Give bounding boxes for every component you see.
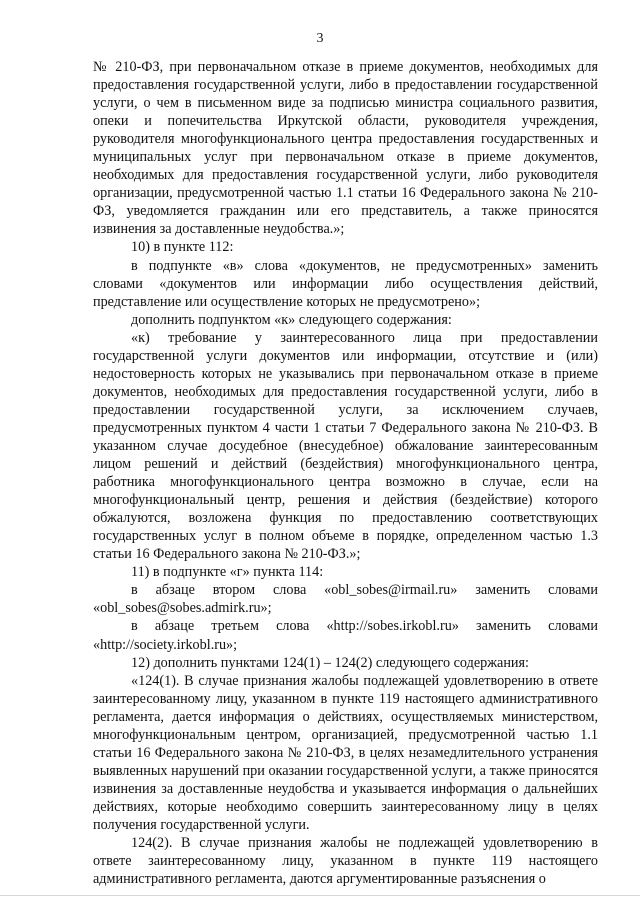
paragraph-item-11: 11) в подпункте «г» пункта 114:	[131, 564, 324, 581]
paragraph-add-subitem-k: дополнить подпунктом «к» следующего содержания:	[131, 311, 452, 328]
document-body	[93, 58, 598, 888]
page-number: 3	[316, 31, 324, 46]
paragraph-url-change: в абзаце третьем слова «http://sobes.irkobl.ru» заменить словами «http://society.irkobl.ru»;	[93, 618, 598, 653]
paragraph-subitem-v: в подпункте «в» слова «документов, не предусмотренных» заменить словами «документов или информации либо осуществления действий, представление или осуществление которых не предусмотрено»;	[93, 257, 598, 310]
paragraph-124-1: «124(1). В случае признания жалобы подлежащей удовлетворению в ответе заинтересованному лицу, указанном в пункте 119 настоящего административного регламента, дается информация о действиях, осуществляемых министерством, многофункциональным центром, организацией, предусмотренной частью 1.1 статьи 16 Федерального закона № 210-ФЗ, в целях незамедлительного устранения выявленных нарушений при оказании государственной услуги, а также приносятся извинения за доставленные неудобства и указывается информация о дальнейших действиях, которые необходимо совершить заинтересованному лицу в целях получения государственной услуги.	[93, 672, 598, 833]
paragraph-124-2: 124(2). В случае признания жалобы не подлежащей удовлетворению в ответе заинтересованному лицу, указанном в пункте 119 настоящего административного регламента, даются аргументированные разъяснения о	[93, 835, 598, 888]
paragraph-subitem-k-text: «к) требование у заинтересованного лица при предоставлении государственной услуги документов или информации, отсутствие и (или) недостоверность которых не указывались при первоначальном отказе в приеме документов, необходимых для предоставления государственной услуги, либо в предоставлении государственной услуги, за исключением случаев, предусмотренных пунктом 4 части 1 статьи 7 Федерального закона № 210-ФЗ. В указанном случае досудебное (внесудебное) обжалование заинтересованным лицом решений и действий (бездействия) многофункционального центра, работника многофункционального центра возможно в случае, если на многофункциональный центр, решения и действия (бездействие) которого обжалуются, возложена функция по предоставлению соответствующих государственных услуг в полном объеме в порядке, определенном частью 1.3 статьи 16 Федерального закона № 210-ФЗ.»;	[93, 329, 598, 563]
paragraph-email-change: в абзаце втором слова «obl_sobes@irmail.ru» заменить словами «obl_sobes@sobes.admirk.ru»;	[93, 582, 598, 617]
paragraph-item-12: 12) дополнить пунктами 124(1) – 124(2) следующего содержания:	[131, 654, 529, 671]
paragraph-continuation: № 210-ФЗ, при первоначальном отказе в приеме документов, необходимых для предоставления государственной услуги, либо в предоставлении государственной услуги, о чем в письменном виде за подписью министра социального развития, опеки и попечительства Иркутской области, руководителя учреждения, руководителя многофункционального центра предоставления государственных и муниципальных услуг при первоначальном отказе в приеме документов, необходимых для предоставления государственной услуги, либо руководителя организации, предусмотренной частью 1.1 статьи 16 Федерального закона № 210-ФЗ, уведомляется гражданин или его представитель, а также приносятся извинения за доставленные неудобства.»;	[93, 59, 598, 238]
paragraph-item-10: 10) в пункте 112:	[131, 239, 234, 256]
page-bottom-edge	[0, 895, 640, 896]
